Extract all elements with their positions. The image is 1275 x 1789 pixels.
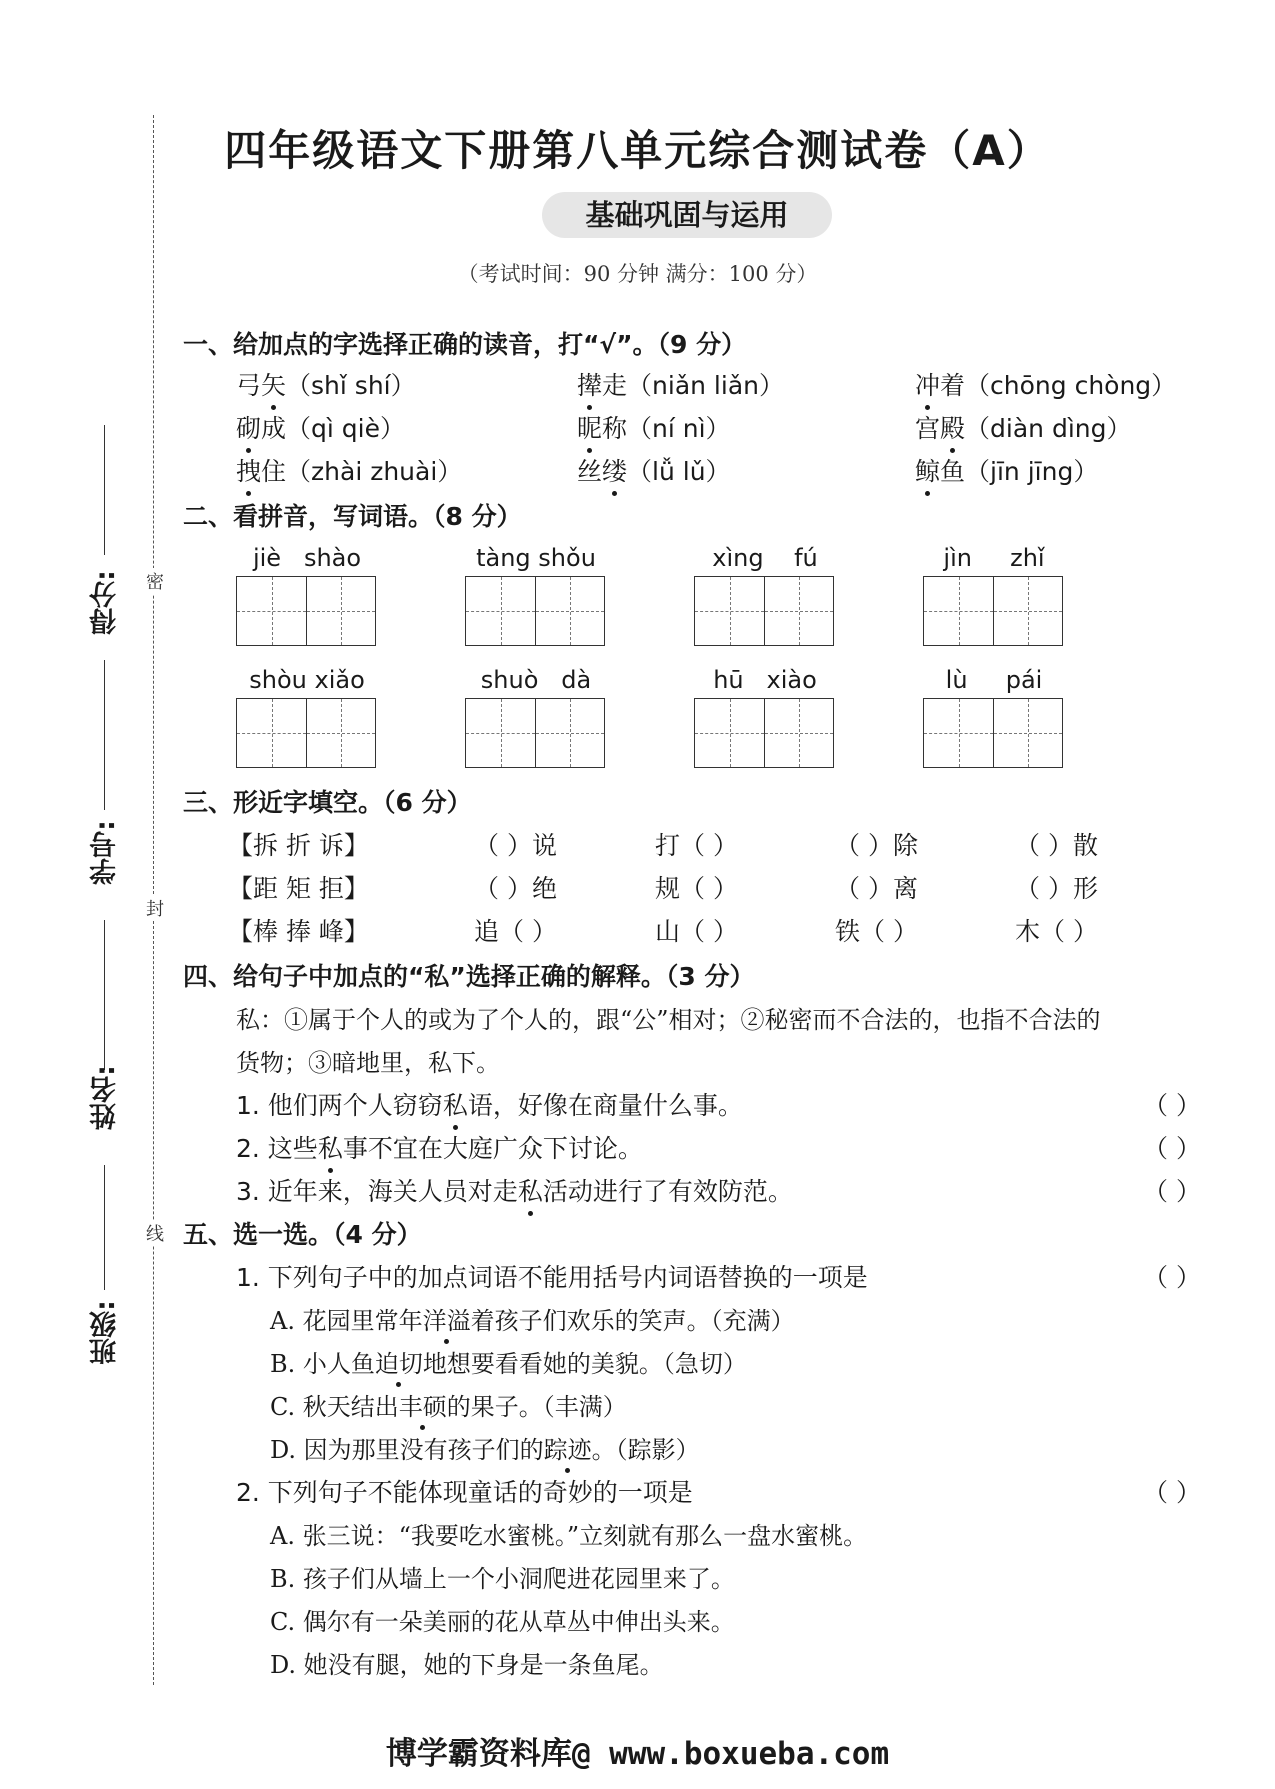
name-label: 姓名: [90,1065,121,1130]
writing-grid[interactable] [694,698,834,768]
writing-grid[interactable] [923,698,1063,768]
score-label: 得分: [90,570,121,635]
s5-q1-option: A. 花园里常年洋溢着孩子们欢乐的笑声。（充满） [270,1301,795,1336]
s1-item: 宫殿（diàn dìng） [915,409,1132,445]
s3-blank[interactable]: （ ）绝 [474,874,557,903]
writing-grid[interactable] [694,576,834,646]
s1-item: 拽住（zhài zhuài） [236,452,462,488]
s3-blank[interactable]: 追（ ） [474,917,557,946]
s4-sentence: 1. 他们两个人窃窃私语，好像在商量什么事。 [236,1086,743,1122]
s1-item: 鲸鱼（jīn jīng） [915,452,1098,488]
seal-char-xian: 线 [146,1220,164,1246]
s4-sentence: 3. 近年来，海关人员对走私活动进行了有效防范。 [236,1172,793,1208]
pinyin-label: tàng shǒu [476,544,596,572]
s3-blank[interactable]: 打（ ） [655,831,738,860]
pinyin-label: hū xiào [713,666,817,694]
pinyin-label: xìng fú [712,544,818,572]
s3-group: 【距 矩 拒】 [228,874,369,903]
section1-heading: 一、给加点的字选择正确的读音，打“√”。（9 分） [183,330,747,359]
student-id-label: 学号: [90,820,121,885]
page-title: 四年级语文下册第八单元综合测试卷（A） [224,126,1051,175]
footer-watermark: 博学霸资料库@ www.boxueba.com [385,1736,890,1772]
pinyin-label: jìn zhǐ [943,544,1045,572]
answer-paren[interactable]: （ ） [1143,1134,1201,1163]
section2-heading: 二、看拼音，写词语。（8 分） [183,502,522,531]
s5-q2-option: C. 偶尔有一朵美丽的花从草丛中伸出头来。 [270,1608,735,1636]
writing-grid[interactable] [465,576,605,646]
class-rule[interactable] [104,1165,105,1290]
s5-q2-option: A. 张三说：“我要吃水蜜桃。”立刻就有那么一盘水蜜桃。 [270,1522,868,1550]
pinyin-label: jiè shào [252,544,362,572]
section5-heading: 五、选一选。（4 分） [183,1220,422,1249]
name-rule[interactable] [104,920,105,1070]
s1-item: 昵称（ní nì） [577,409,731,445]
s1-item: 冲着（chōng chòng） [915,366,1176,402]
pinyin-label: shòu xiǎo [249,666,365,694]
s5-q1-stem: 1. 下列句子中的加点词语不能用括号内词语替换的一项是 [236,1263,868,1292]
writing-grid[interactable] [465,698,605,768]
student-id-rule[interactable] [104,660,105,810]
s3-blank[interactable]: （ ）散 [1015,831,1098,860]
s1-item: 砌成（qì qiè） [236,409,405,445]
writing-grid[interactable] [923,576,1063,646]
s3-group: 【棒 捧 峰】 [228,917,369,946]
s3-blank[interactable]: 木（ ） [1015,917,1098,946]
answer-paren[interactable]: （ ） [1143,1091,1201,1120]
score-rule [104,425,105,555]
s3-blank[interactable]: （ ）说 [474,831,557,860]
s1-item: 撵走（niǎn liǎn） [577,366,784,402]
s5-q1-option: B. 小人鱼迫切地想要看看她的美貌。（急切） [270,1344,747,1379]
s3-blank[interactable]: （ ）除 [835,831,918,860]
s5-q1-option: C. 秋天结出丰硕的果子。（丰满） [270,1387,627,1422]
s5-q1-option: D. 因为那里没有孩子们的踪迹。（踪影） [270,1430,700,1465]
s1-item: 弓矢（shǐ shí） [236,366,416,402]
definition-line-2: 货物；③暗地里，私下。 [236,1049,500,1077]
writing-grid[interactable] [236,576,376,646]
pinyin-label: shuò dà [480,666,592,694]
section4-heading: 四、给句子中加点的“私”选择正确的解释。（3 分） [183,962,755,991]
pinyin-label: lù pái [945,666,1043,694]
s1-item: 丝缕（lǚ lǔ） [577,452,731,488]
class-label: 班级: [90,1300,121,1365]
s3-blank[interactable]: 山（ ） [655,917,738,946]
s3-blank[interactable]: 铁（ ） [835,917,918,946]
s5-q2-option: B. 孩子们从墙上一个小洞爬进花园里来了。 [270,1565,735,1593]
exam-info: （考试时间：90 分钟 满分：100 分） [457,262,818,286]
s3-blank[interactable]: （ ）离 [835,874,918,903]
s3-blank[interactable]: （ ）形 [1015,874,1098,903]
s3-blank[interactable]: 规（ ） [655,874,738,903]
writing-grid[interactable] [236,698,376,768]
s3-group: 【拆 折 诉】 [228,831,369,860]
s5-q2-stem: 2. 下列句子不能体现童话的奇妙的一项是 [236,1478,693,1507]
answer-paren[interactable]: （ ） [1143,1177,1201,1206]
s4-sentence: 2. 这些私事不宜在大庭广众下讨论。 [236,1129,643,1165]
answer-paren[interactable]: （ ） [1143,1478,1201,1507]
answer-paren[interactable]: （ ） [1143,1263,1201,1292]
section3-heading: 三、形近字填空。（6 分） [183,788,472,817]
seal-char-feng: 封 [146,895,164,921]
page-subtitle: 基础巩固与运用 [542,192,832,238]
definition-line-1: 私：①属于个人的或为了个人的，跟“公”相对；②秘密而不合法的，也指不合法的 [236,1006,1101,1034]
seal-char-mi: 密 [146,568,164,594]
s5-q2-option: D. 她没有腿，她的下身是一条鱼尾。 [270,1651,664,1679]
